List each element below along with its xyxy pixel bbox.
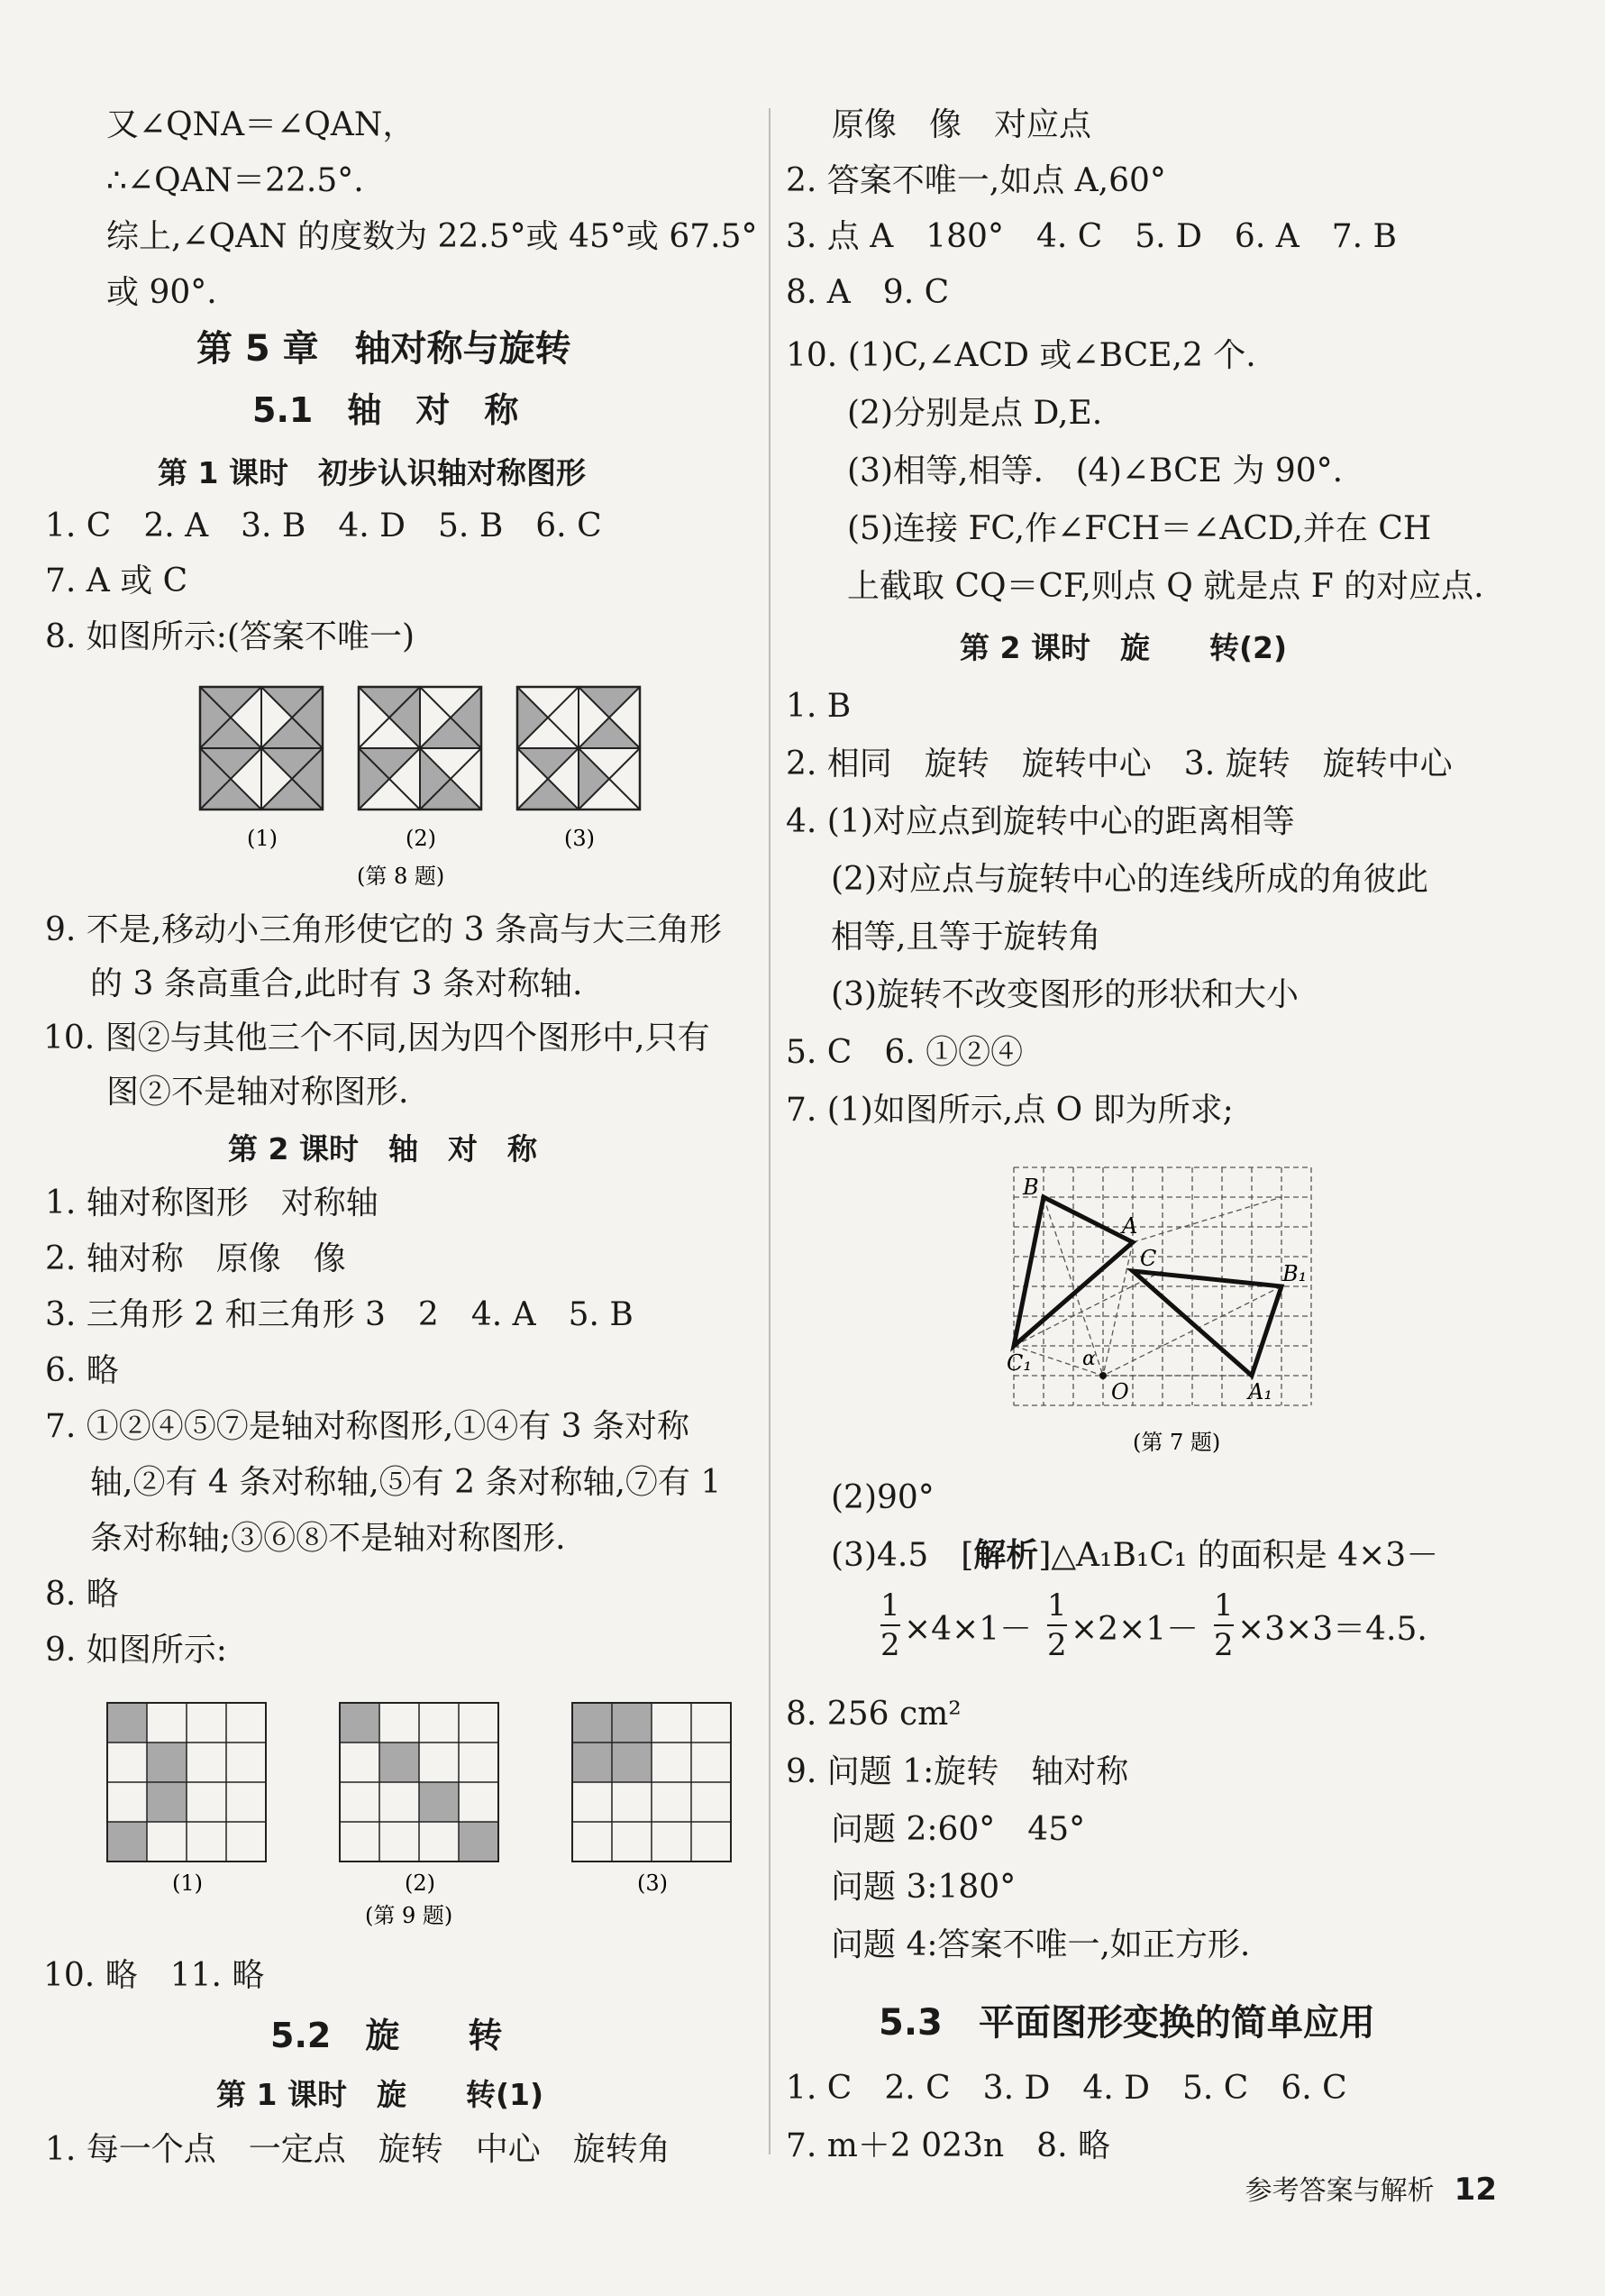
point-label: A₁ [1248, 1379, 1272, 1404]
figure-7 [1005, 1163, 1329, 1469]
answer-line: 6. 略 [45, 1352, 119, 1389]
fraction-denominator: 2 [880, 1627, 900, 1663]
answer-line: ×2×1－ [1071, 1611, 1199, 1648]
section-title: 5.2 旋 转 [270, 2016, 503, 2055]
lesson-title: 第 2 课时 旋 转(2) [960, 630, 1288, 665]
lesson-title: 第 1 课时 旋 转(1) [216, 2077, 544, 2112]
answer-line: (2)90° [831, 1479, 935, 1516]
figure-8 [196, 683, 647, 900]
fig9-caption: (第 9 题) [365, 1903, 453, 1928]
fraction-denominator: 2 [1047, 1627, 1067, 1663]
fig8-label: (1) [247, 826, 278, 851]
answer-line: 1. B [786, 688, 852, 725]
answer-line: 上截取 CQ＝CF,则点 Q 就是点 F 的对应点. [847, 568, 1484, 605]
fig7-caption: (第 7 题) [1133, 1430, 1221, 1455]
angle-label: α [1082, 1348, 1096, 1370]
answer-line: 相等,且等于旋转角 [831, 919, 1101, 956]
fig9-label: (2) [405, 1871, 435, 1896]
answer-line: 1. 每一个点 一定点 旋转 中心 旋转角 [45, 2131, 670, 2168]
answer-line: 10. 略 11. 略 [43, 1957, 265, 1994]
fig8-label: (2) [406, 826, 436, 851]
point-label: B₁ [1282, 1261, 1308, 1286]
answer-line: 9. 不是,移动小三角形使它的 3 条高与大三角形 [45, 911, 723, 948]
answer-line: 问题 3:180° [831, 1869, 1017, 1906]
answer-line: 2. 答案不唯一,如点 A,60° [786, 162, 1166, 199]
answer-line: 1. C 2. A 3. B 4. D 5. B 6. C [45, 508, 602, 544]
answer-line: 8. 如图所示:(答案不唯一) [45, 618, 415, 655]
chapter-title: 第 5 章 轴对称与旋转 [196, 328, 571, 370]
lesson-title: 第 2 课时 轴 对 称 [228, 1131, 537, 1166]
answer-line: 轴,②有 4 条对称轴,⑤有 2 条对称轴,⑦有 1 [90, 1464, 722, 1501]
text-span: ]△A₁B₁C₁ 的面积是 4×3－ [1038, 1537, 1439, 1574]
fraction-numerator: 1 [1214, 1587, 1234, 1624]
answer-line: 2. 轴对称 原像 像 [45, 1240, 346, 1277]
page-footer [1245, 2168, 1497, 2208]
answer-line: 问题 2:60° 45° [831, 1811, 1086, 1848]
answer-line: 10. 图②与其他三个不同,因为四个图形中,只有 [43, 1020, 710, 1057]
fig8-square-2 [359, 687, 481, 810]
analysis-tag: 解析 [973, 1537, 1039, 1574]
fraction [1047, 1588, 1067, 1662]
answer-line: 7. m＋2 023n 8. 略 [786, 2127, 1110, 2164]
column-divider [769, 108, 771, 2154]
answer-line: 2. 相同 旋转 旋转中心 3. 旋转 旋转中心 [786, 746, 1453, 782]
figure-9 [104, 1699, 752, 1934]
fraction [880, 1588, 900, 1662]
answer-line: 原像 像 对应点 [832, 106, 1092, 143]
point-label: B [1023, 1175, 1039, 1200]
answer-line: 图②不是轴对称图形. [106, 1074, 409, 1111]
answer-line: 1. C 2. C 3. D 4. D 5. C 6. C [786, 2070, 1347, 2107]
fraction-numerator: 1 [1047, 1587, 1067, 1624]
answer-line: 3. 点 A 180° 4. C 5. D 6. A 7. B [786, 218, 1397, 255]
answer-line: 5. C 6. ①②④ [786, 1034, 1024, 1071]
point-label: A [1122, 1213, 1138, 1239]
fig8-label: (3) [564, 826, 595, 851]
text-line: 又∠QNA＝∠QAN， [106, 106, 415, 143]
answer-line: 9. 如图所示: [45, 1632, 227, 1669]
answer-line: 7. A 或 C [45, 563, 188, 599]
section-title: 5.3 平面图形变换的简单应用 [879, 2002, 1375, 2044]
page-number: 12 [1454, 2172, 1497, 2208]
answer-line: 3. 三角形 2 和三角形 3 2 4. A 5. B [45, 1296, 634, 1333]
text-line: 综上,∠QAN 的度数为 22.5°或 45°或 67.5° [106, 218, 758, 255]
lesson-title: 第 1 课时 初步认识轴对称图形 [158, 455, 586, 490]
answer-line: 1. 轴对称图形 对称轴 [45, 1185, 378, 1221]
answer-line: 7. (1)如图所示,点 O 即为所求; [786, 1092, 1234, 1129]
answer-line: (3)相等,相等. (4)∠BCE 为 90°. [847, 453, 1344, 489]
answer-line: (2)对应点与旋转中心的连线所成的角彼此 [831, 861, 1428, 898]
fig8-square-3 [517, 687, 640, 810]
fraction-denominator: 2 [1214, 1627, 1234, 1663]
answer-line: 8. 略 [45, 1576, 119, 1613]
footer-label: 参考答案与解析 [1245, 2175, 1435, 2207]
section-title: 5.1 轴 对 称 [252, 390, 519, 430]
point-label: C [1140, 1246, 1157, 1271]
fig8-square-1 [200, 687, 323, 810]
answer-line: (3)旋转不改变图形的形状和大小 [831, 976, 1299, 1013]
fig9-grid-3 [572, 1703, 731, 1861]
fig8-caption: (第 8 题) [357, 864, 445, 889]
point-label: C₁ [1007, 1350, 1032, 1376]
answer-line: 问题 4:答案不唯一,如正方形. [831, 1926, 1251, 1963]
text-line: 或 90°. [106, 274, 217, 311]
answer-line [831, 1536, 1438, 1576]
fig9-grid-2 [340, 1703, 498, 1861]
answer-line: 7. ①②④⑤⑦是轴对称图形,①④有 3 条对称 [45, 1408, 690, 1445]
answer-line: (5)连接 FC,作∠FCH＝∠ACD,并在 CH [847, 510, 1432, 547]
answer-line: (2)分别是点 D,E. [847, 395, 1103, 432]
point-label: O [1111, 1379, 1129, 1404]
text-line: ∴∠QAN＝22.5°. [106, 162, 364, 199]
fraction [1214, 1588, 1234, 1662]
answer-line: ×3×3＝4.5. [1237, 1611, 1427, 1648]
answer-line: 9. 问题 1:旋转 轴对称 [786, 1753, 1129, 1790]
text-span: (3)4.5 [ [831, 1537, 974, 1574]
answer-line: 10. (1)C,∠ACD 或∠BCE,2 个. [786, 337, 1256, 374]
answer-line: 4. (1)对应点到旋转中心的距离相等 [786, 803, 1295, 840]
answer-line: 的 3 条高重合,此时有 3 条对称轴. [90, 965, 583, 1002]
fig9-label: (3) [637, 1871, 668, 1896]
fraction-numerator: 1 [880, 1587, 900, 1624]
answer-line: 8. A 9. C [786, 274, 950, 311]
answer-line: 8. 256 cm² [786, 1696, 962, 1733]
fig9-label: (1) [172, 1871, 203, 1896]
answer-line: ×4×1－ [904, 1611, 1033, 1648]
answer-line: 条对称轴;③⑥⑧不是轴对称图形. [90, 1520, 566, 1557]
